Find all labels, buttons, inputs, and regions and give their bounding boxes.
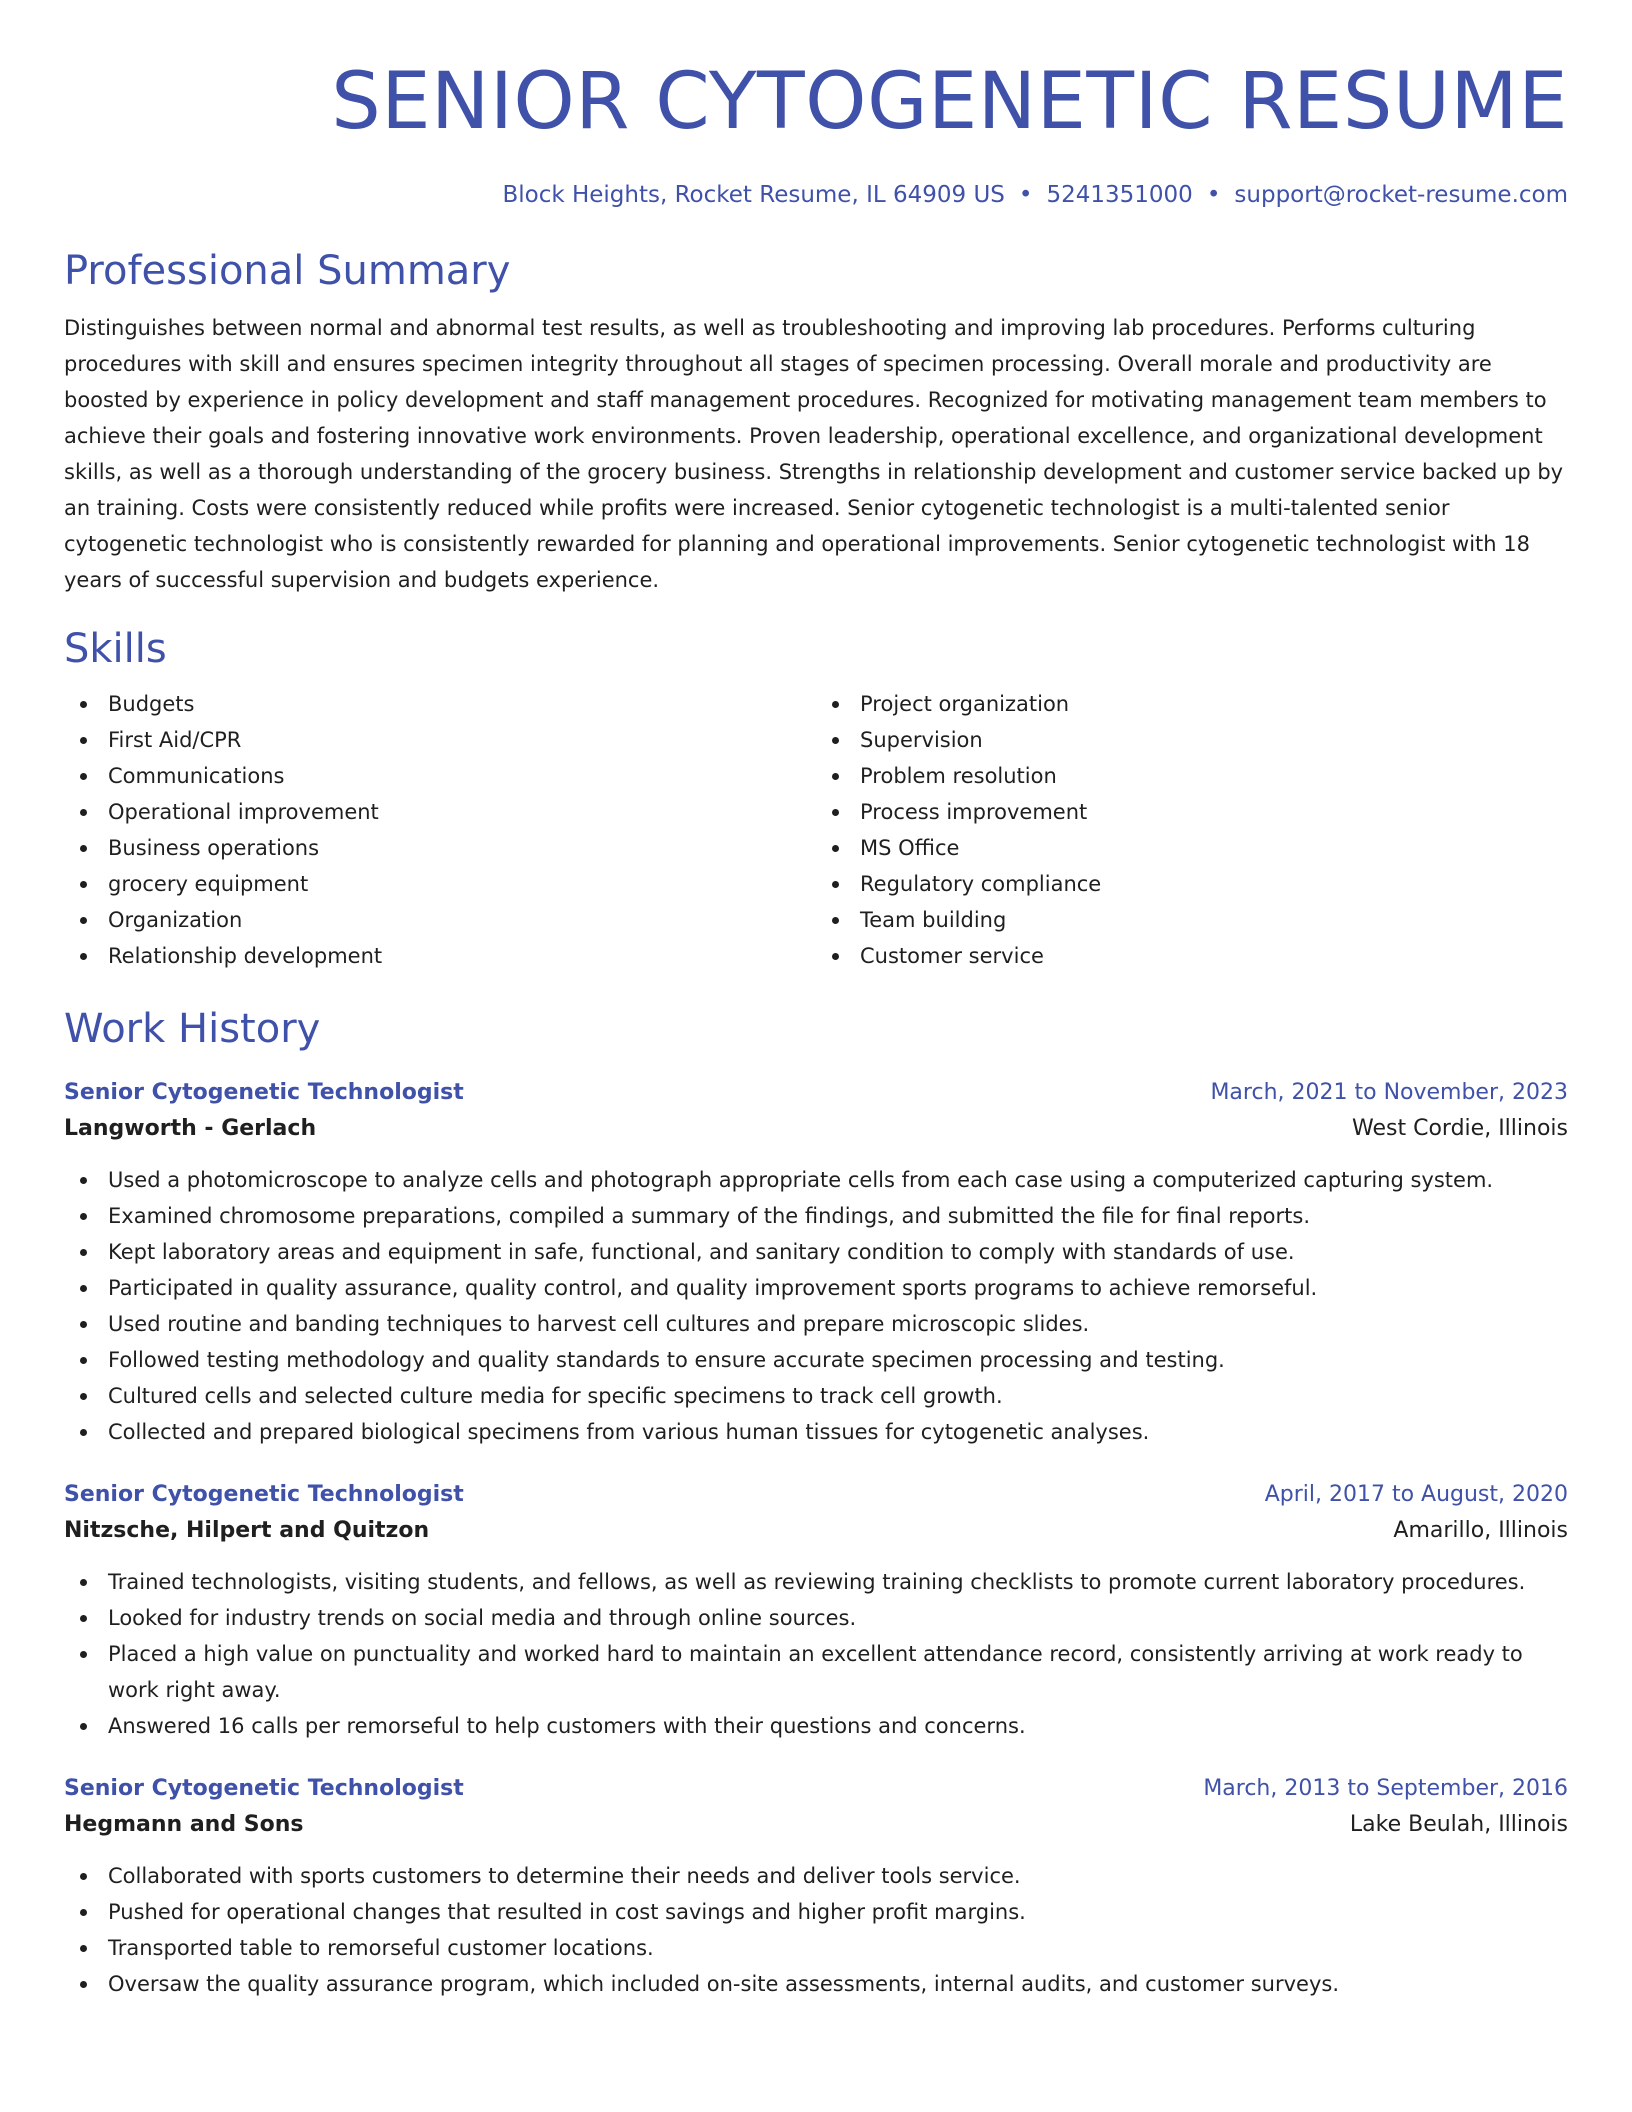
job-location: West Cordie, Illinois [1352, 1116, 1568, 1141]
job-company: Hegmann and Sons [64, 1812, 304, 1837]
skill-item: Business operations [64, 830, 816, 866]
job-dates: March, 2021 to November, 2023 [1210, 1080, 1568, 1105]
job-role: Senior Cytogenetic Technologist [64, 1080, 464, 1105]
resume-title: SENIOR CYTOGENETIC RESUME [331, 57, 1568, 147]
job-bullet: Collaborated with sports customers to determine their needs and deliver tools service. [64, 1858, 1568, 1894]
job-bullet: Answered 16 calls per remorseful to help customers with their questions and concerns. [64, 1708, 1568, 1744]
job-bullet: Used a photomicroscope to analyze cells and photograph appropriate cells from each case using a computerized capturing system. [64, 1162, 1568, 1198]
job-bullets [64, 1858, 1568, 2002]
job-company: Nitzsche, Hilpert and Quitzon [64, 1518, 430, 1543]
skill-item: Operational improvement [64, 794, 816, 830]
skill-item: Project organization [816, 686, 1568, 722]
skill-item: Budgets [64, 686, 816, 722]
job-bullet: Cultured cells and selected culture media for specific specimens to track cell growth. [64, 1378, 1568, 1414]
summary-heading: Professional Summary [64, 248, 511, 294]
job-location: Amarillo, Illinois [1393, 1518, 1568, 1543]
skill-item: MS Office [816, 830, 1568, 866]
summary-text: Distinguishes between normal and abnormal test results, as well as troubleshooting and improving lab procedures. Performs culturing procedures with skill and ensures specimen integrity throughout all stages of specimen processing. Overall morale and productivity are boosted by experience in policy development and staff management procedures. Recognized for motivating management team members to achieve their goals and fostering innovative work environments. Proven leadership, operational excellence, and organizational development skills, as well as a thorough understanding of the grocery business. Strengths in relationship development and customer service backed up by an training. Costs were consistently reduced while profits were increased. Senior cytogenetic technologist is a multi-talented senior cytogenetic technologist who is consistently rewarded for planning and operational improvements. Senior cytogenetic technologist with 18 years of successful supervision and budgets experience. [64, 316, 1564, 592]
skill-item: Organization [64, 902, 816, 938]
skill-item: Communications [64, 758, 816, 794]
job-bullets [64, 1162, 1568, 1450]
job-location: Lake Beulah, Illinois [1349, 1812, 1568, 1837]
job-bullet: Collected and prepared biological specimens from various human tissues for cytogenetic analyses. [64, 1414, 1568, 1450]
work-history-heading: Work History [64, 1006, 321, 1052]
skill-item: Team building [816, 902, 1568, 938]
job-dates: March, 2013 to September, 2016 [1203, 1776, 1568, 1801]
skill-item: Supervision [816, 722, 1568, 758]
job-company: Langworth - Gerlach [64, 1116, 317, 1141]
contact-separator: • [1018, 182, 1033, 208]
job-bullet: Trained technologists, visiting students, and fellows, as well as reviewing training checklists to promote current laboratory procedures. [64, 1564, 1568, 1600]
job-bullet: Examined chromosome preparations, compiled a summary of the findings, and submitted the file for final reports. [64, 1198, 1568, 1234]
job-bullet: Oversaw the quality assurance program, which included on-site assessments, internal audits, and customer surveys. [64, 1966, 1568, 2002]
job-bullet: Used routine and banding techniques to harvest cell cultures and prepare microscopic slides. [64, 1306, 1568, 1342]
job-entry [64, 1772, 1568, 2002]
skill-item: Customer service [816, 938, 1568, 974]
job-entry [64, 1478, 1568, 1744]
job-bullet: Transported table to remorseful customer locations. [64, 1930, 1568, 1966]
job-bullet: Participated in quality assurance, quality control, and quality improvement sports programs to achieve remorseful. [64, 1270, 1568, 1306]
job-bullet: Looked for industry trends on social media and through online sources. [64, 1600, 1568, 1636]
contact-email: support@rocket-resume.com [1234, 182, 1568, 208]
job-bullets [64, 1564, 1568, 1744]
job-bullet: Followed testing methodology and quality standards to ensure accurate specimen processing and testing. [64, 1342, 1568, 1378]
job-bullet: Placed a high value on punctuality and worked hard to maintain an excellent attendance record, consistently arriving at work ready to work right away. [64, 1636, 1568, 1708]
skills-column-left [64, 686, 816, 974]
job-bullet: Kept laboratory areas and equipment in safe, functional, and sanitary condition to comply with standards of use. [64, 1234, 1568, 1270]
skill-item: Regulatory compliance [816, 866, 1568, 902]
skills-column-right [816, 686, 1568, 974]
contact-phone: 5241351000 [1046, 182, 1193, 208]
skill-item: Process improvement [816, 794, 1568, 830]
job-entry [64, 1076, 1568, 1450]
contact-line [64, 180, 1568, 210]
skill-item: Relationship development [64, 938, 816, 974]
skill-item: First Aid/CPR [64, 722, 816, 758]
skills-list [64, 686, 1568, 974]
job-dates: April, 2017 to August, 2020 [1264, 1482, 1568, 1507]
skill-item: grocery equipment [64, 866, 816, 902]
contact-address: Block Heights, Rocket Resume, IL 64909 US [502, 182, 1005, 208]
skills-heading: Skills [64, 626, 167, 672]
job-bullet: Pushed for operational changes that resulted in cost savings and higher profit margins. [64, 1894, 1568, 1930]
job-role: Senior Cytogenetic Technologist [64, 1482, 464, 1507]
skill-item: Problem resolution [816, 758, 1568, 794]
job-role: Senior Cytogenetic Technologist [64, 1776, 464, 1801]
contact-separator: • [1206, 182, 1221, 208]
